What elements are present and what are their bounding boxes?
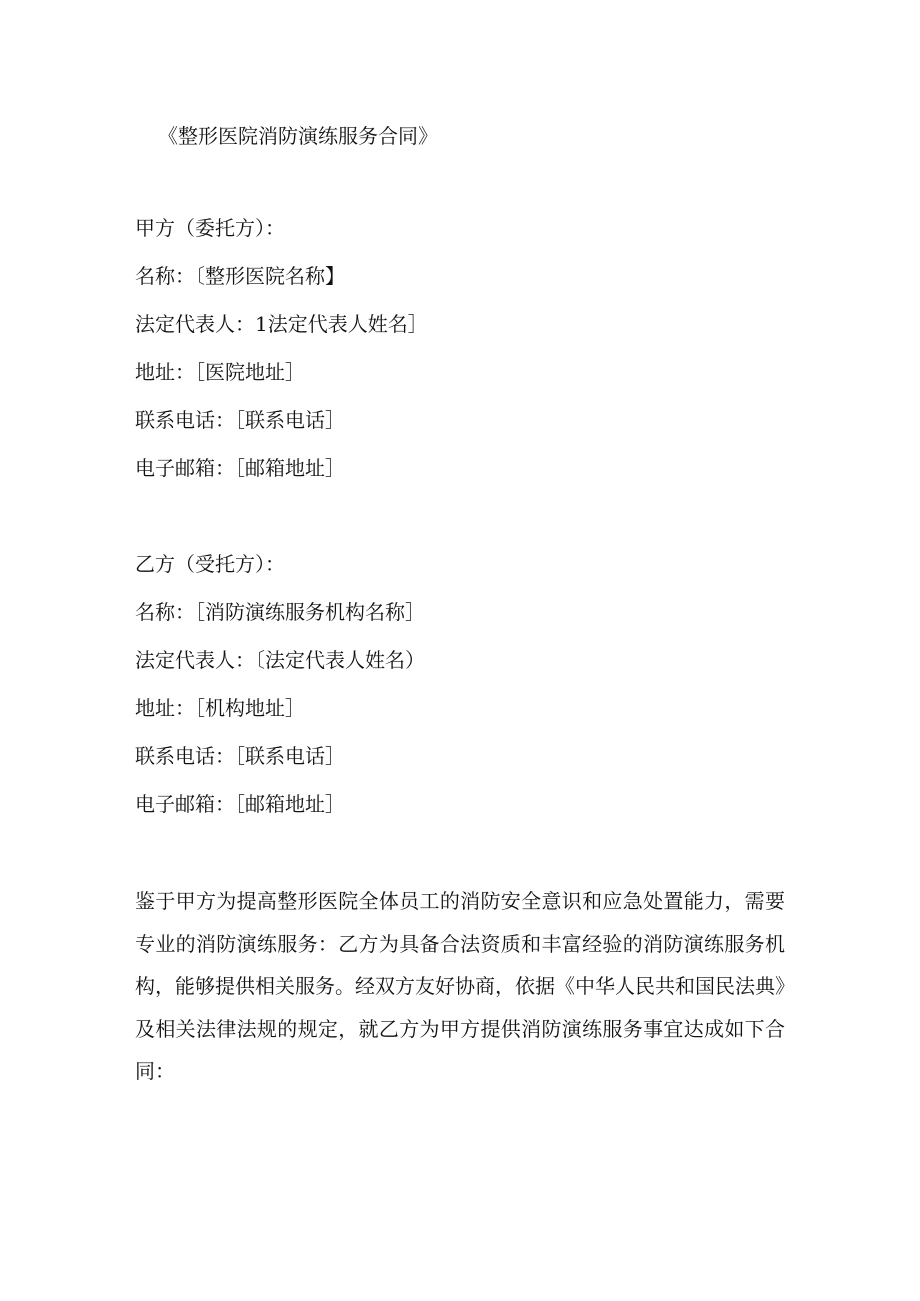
party-b-phone: 联系电话：［联系电话］ [135, 744, 345, 768]
party-b-name: 名称：［消防演练服务机构名称］ [135, 600, 425, 624]
party-a-address: 地址：［医院地址］ [135, 360, 305, 384]
preamble-paragraph: 鉴于甲方为提高整形医院全体员工的消防安全意识和应急处置能力，需要专业的消防演练服务：乙方为具备合法资质和丰富经验的消防演练服务机构，能够提供相关服务。经双方友好协商，依据《中华人民共和国民法典》及相关法律法规的规定，就乙方为甲方提供消防演练服务事宜达成如下合同： [135, 889, 785, 1083]
party-a-email: 电子邮箱：［邮箱地址］ [135, 456, 345, 480]
party-b-address: 地址：［机构地址］ [135, 696, 305, 720]
party-b-email: 电子邮箱：［邮箱地址］ [135, 792, 345, 816]
party-b-block [135, 546, 425, 834]
party-a-phone: 联系电话：［联系电话］ [135, 408, 345, 432]
party-a-block [135, 210, 428, 498]
contract-title: 《整形医院消防演练服务合同》 [158, 124, 438, 148]
party-a-heading: 甲方（委托方）： [135, 216, 285, 240]
party-b-legal-rep: 法定代表人：〔法定代表人姓名） [135, 648, 425, 672]
party-b-heading: 乙方（受托方）： [135, 552, 285, 576]
party-a-legal-rep: 法定代表人：1法定代表人姓名］ [135, 312, 428, 336]
party-a-name: 名称：〔整形医院名称】 [135, 264, 345, 288]
